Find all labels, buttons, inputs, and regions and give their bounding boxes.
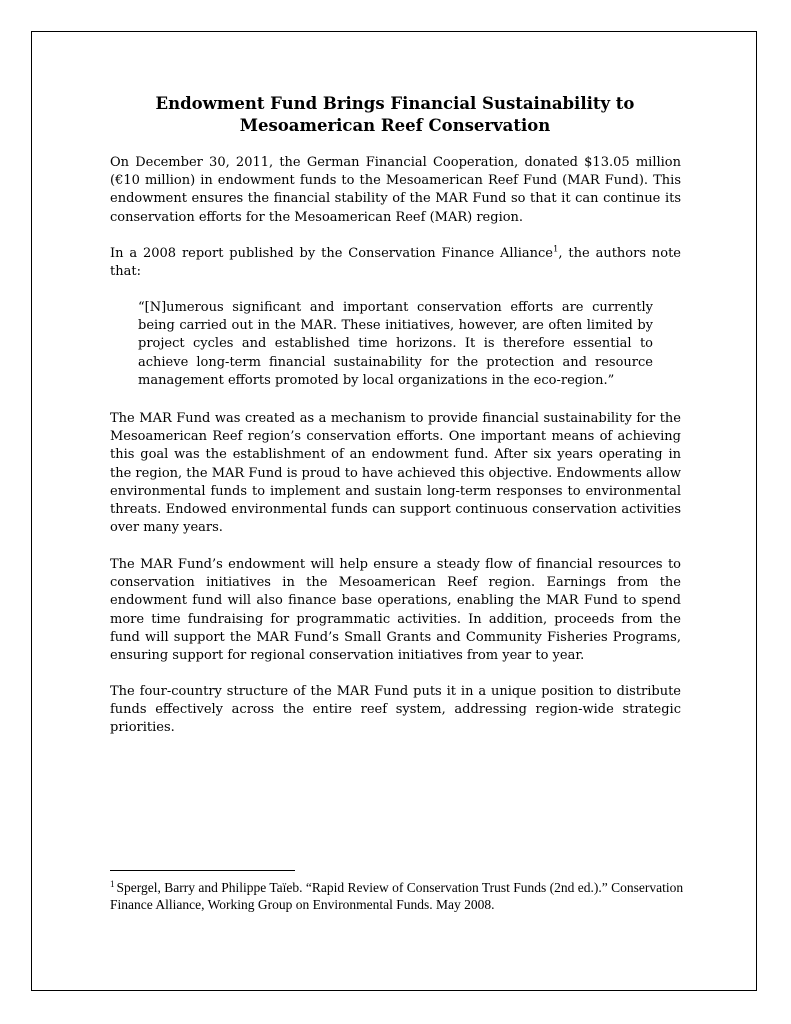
paragraph-report-text: In a 2008 report published by the Conservation Finance Alliance: [110, 246, 553, 261]
paragraph-four-country-structure: The four-country structure of the MAR Fund puts it in a unique position to distribute funds effectively across the entire reef system, addressing region-wide strategic priorities.: [110, 684, 681, 736]
paragraph-report-text-end: , the authors note that:: [110, 246, 681, 280]
footnote-marker: 1: [110, 878, 115, 889]
footnote-reference: 1: [553, 244, 559, 255]
paragraph-endowment-benefits: The MAR Fund’s endowment will help ensure a steady flow of financial resources to conservation initiatives in the Mesoamerican Reef region. Earnings from the endowment fund will also finance base operations, enabling the MAR Fund to spend more time fundraising for programmatic activities. In addition, proceeds from the fund will support the MAR Fund’s Small Grants and Community Fisheries Programs, ensuring support for regional conservation initiatives from year to year.: [110, 557, 681, 664]
document-title: Endowment Fund Brings Financial Sustainability to Mesoamerican Reef Conservation: [155, 94, 635, 135]
paragraph-mar-fund-purpose: The MAR Fund was created as a mechanism to provide financial sustainability for the Mesoamerican Reef region’s conservation efforts. One important means of achieving this goal was the establishment of an endowment fund. After six years operating in the region, the MAR Fund is proud to have achieved this objective. Endowments allow environmental funds to implement and sustain long-term responses to environmental threats. Endowed environmental funds can support continuous conservation activities over many years.: [110, 411, 681, 536]
footnote: [110, 879, 690, 913]
footnote-separator: [110, 870, 295, 871]
paragraph-donation: On December 30, 2011, the German Financial Cooperation, donated $13.05 million (€10 million) in endowment funds to the Mesoamerican Reef Fund (MAR Fund). This endowment ensures the financial stability of the MAR Fund so that it can continue its conservation efforts for the Mesoamerican Reef (MAR) region.: [110, 155, 681, 225]
footnote-text: Spergel, Barry and Philippe Taïeb. “Rapid Review of Conservation Trust Funds (2nd ed.).” Conservation Finance Alliance, Working Group on Environmental Funds. May 2008.: [110, 880, 684, 912]
block-quote: “[N]umerous significant and important conservation efforts are currently being carried out in the MAR. These initiatives, however, are often limited by project cycles and established time horizons. It is therefore essential to achieve long-term financial sustainability for the protection and resource management efforts promoted by local organizations in the eco-region.”: [138, 300, 653, 388]
paragraph-report-intro: [110, 245, 681, 281]
